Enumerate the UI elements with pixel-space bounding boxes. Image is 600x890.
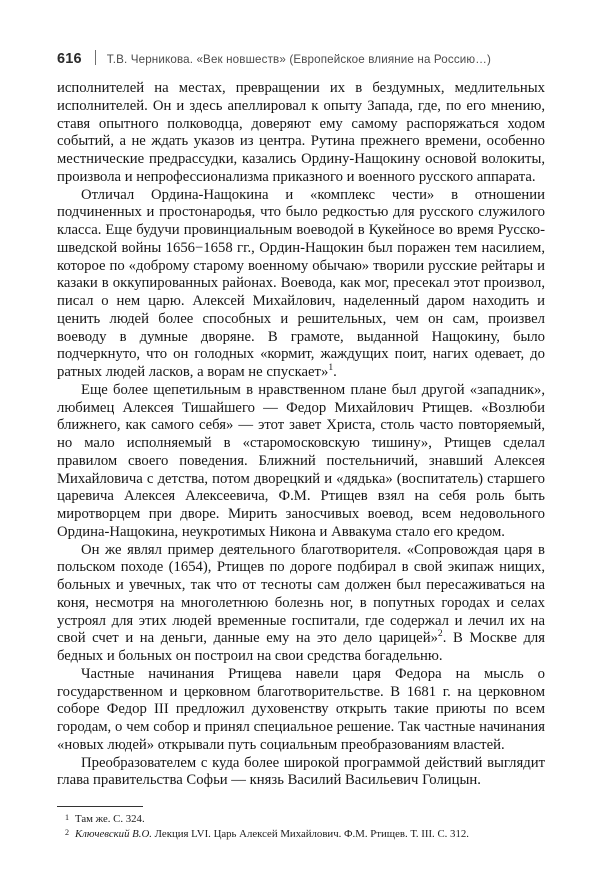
footnote-separator (57, 806, 143, 807)
footnote-text (75, 812, 547, 827)
footnote-area (57, 806, 547, 842)
footnote-item (57, 812, 547, 827)
footnote-reference-2[interactable]: 2 (437, 628, 443, 640)
paragraph-tail: . (333, 364, 337, 380)
paragraph-text: Отличал Ордина-Нащокина и «комплекс чести» в отношении подчиненных и простонародья, что было редкостью для русского служилого класса. Еще будучи провинциальным воеводой в Кукейносе во время Русско-шведской войны 1656−1658 гг., Ордин-Нащокин был поражен тем насилием, которое по «доброму старому военному обычаю» творили русские рейтары и казаки в оккупированных районах. Воевода, как мог, пресекал этот произвол, писал о нем царю. Алексей Михайлович, наделенный даром находить и ценить людей более способных и решительных, чем он сам, произвел воеводу в думные дворяне. В грамоте, выданной Нащокину, было подчеркнуто, что он голодных «кормит, жаждущих поит, нагих одевает, до ратных людей ласков, а ворам не спускает» (57, 186, 545, 380)
footnote-author: Ключевский В.О. (75, 828, 152, 841)
footnote-reference-1[interactable]: 1 (328, 362, 334, 374)
footnote-body: Лекция LVI. Царь Алексей Михайлович. Ф.М. Ртищев. Т. III. С. 312. (151, 828, 469, 841)
running-head-divider (95, 50, 96, 65)
body-text (57, 80, 545, 790)
paragraph (57, 666, 545, 755)
paragraph (57, 755, 545, 791)
paragraph (57, 80, 545, 187)
running-head-title: Т.В. Черникова. «Век новшеств» (Европейское влияние на Россию…) (106, 53, 492, 66)
footnote-text (75, 827, 547, 842)
footnote-body: Там же. С. 324. (75, 813, 145, 825)
running-head (57, 48, 547, 67)
page-number: 616 (57, 51, 82, 67)
paragraph-tail: . В Москве для бедных и больных он построил на свои средства богадельню. (57, 630, 546, 664)
footnote-number: 1 (65, 813, 70, 822)
paragraph (57, 187, 545, 382)
footnote-number: 2 (65, 828, 70, 838)
paragraph (57, 542, 545, 666)
footnote-item (57, 827, 547, 842)
paragraph-text: Частные начинания Ртищева навели царя Федора на мысль о государственном и церковном благотворительстве. В 1681 г. на церковном соборе Федор III предложил духовенству открыть такие приюты по всем городам, о чем собор и принял специальное решение. Так частные начинания «новых людей» открывали путь социальным преобразованиям властей. (57, 665, 545, 753)
paragraph-text: Еще более щепетильным в нравственном плане был другой «западник», любимец Алексея Тишайшего — Федор Михайлович Ртищев. «Возлюби ближнего, как самого себя» — этот завет Христа, столь часто повторяемый, но мало исполняемый в «старомосковскую тишину», Ртищев сделал правилом своего поведения. Ближний постельничий, знавший Алексея Михайловича с детства, потом дворецкий и «дядька» (воспитатель) старшего царевича Алексея Алексеевича, Ф.М. Ртищев взял на себя роль быть миротворцем при дворе. Мирить заносчивых воевод, всем недовольного Ордина-Нащокина, неукротимых Никона и Аввакума стало его кредом. (57, 381, 545, 540)
paragraph-text: Преобразователем с куда более широкой программой действий выглядит глава правительства Софьи — князь Василий Васильевич Голицын. (57, 754, 545, 789)
paragraph (57, 382, 545, 542)
paragraph-text: исполнителей на местах, превращении их в бездумных, медлительных исполнителей. Он и здесь апеллировал к опыту Запада, где, по его мнению, ставя опытного полководца, доверяют ему самому распоряжаться ходом событий, а не ждать указов из центра. Рутина прежнего времени, особенно местнические предрассудки, казались Ордину-Нащокину основой волокиты, произвола и непрофессионализма приказного и военного русского аппарата. (57, 80, 545, 185)
paragraph-text: Он же являл пример деятельного благотворителя. «Сопровождая царя в польском походе (1654), Ртищев по дороге подбирал в свой экипаж нищих, больных и увечных, так что от тесноты сам должен был пересаживаться на коня, несмотря на многолетнюю болезнь ног, в попутных городах и селах устроял для этих людей временные госпитали, где содержал и лечил их на свой счет и на деньги, данные ему на это дело царицей» (57, 541, 545, 647)
